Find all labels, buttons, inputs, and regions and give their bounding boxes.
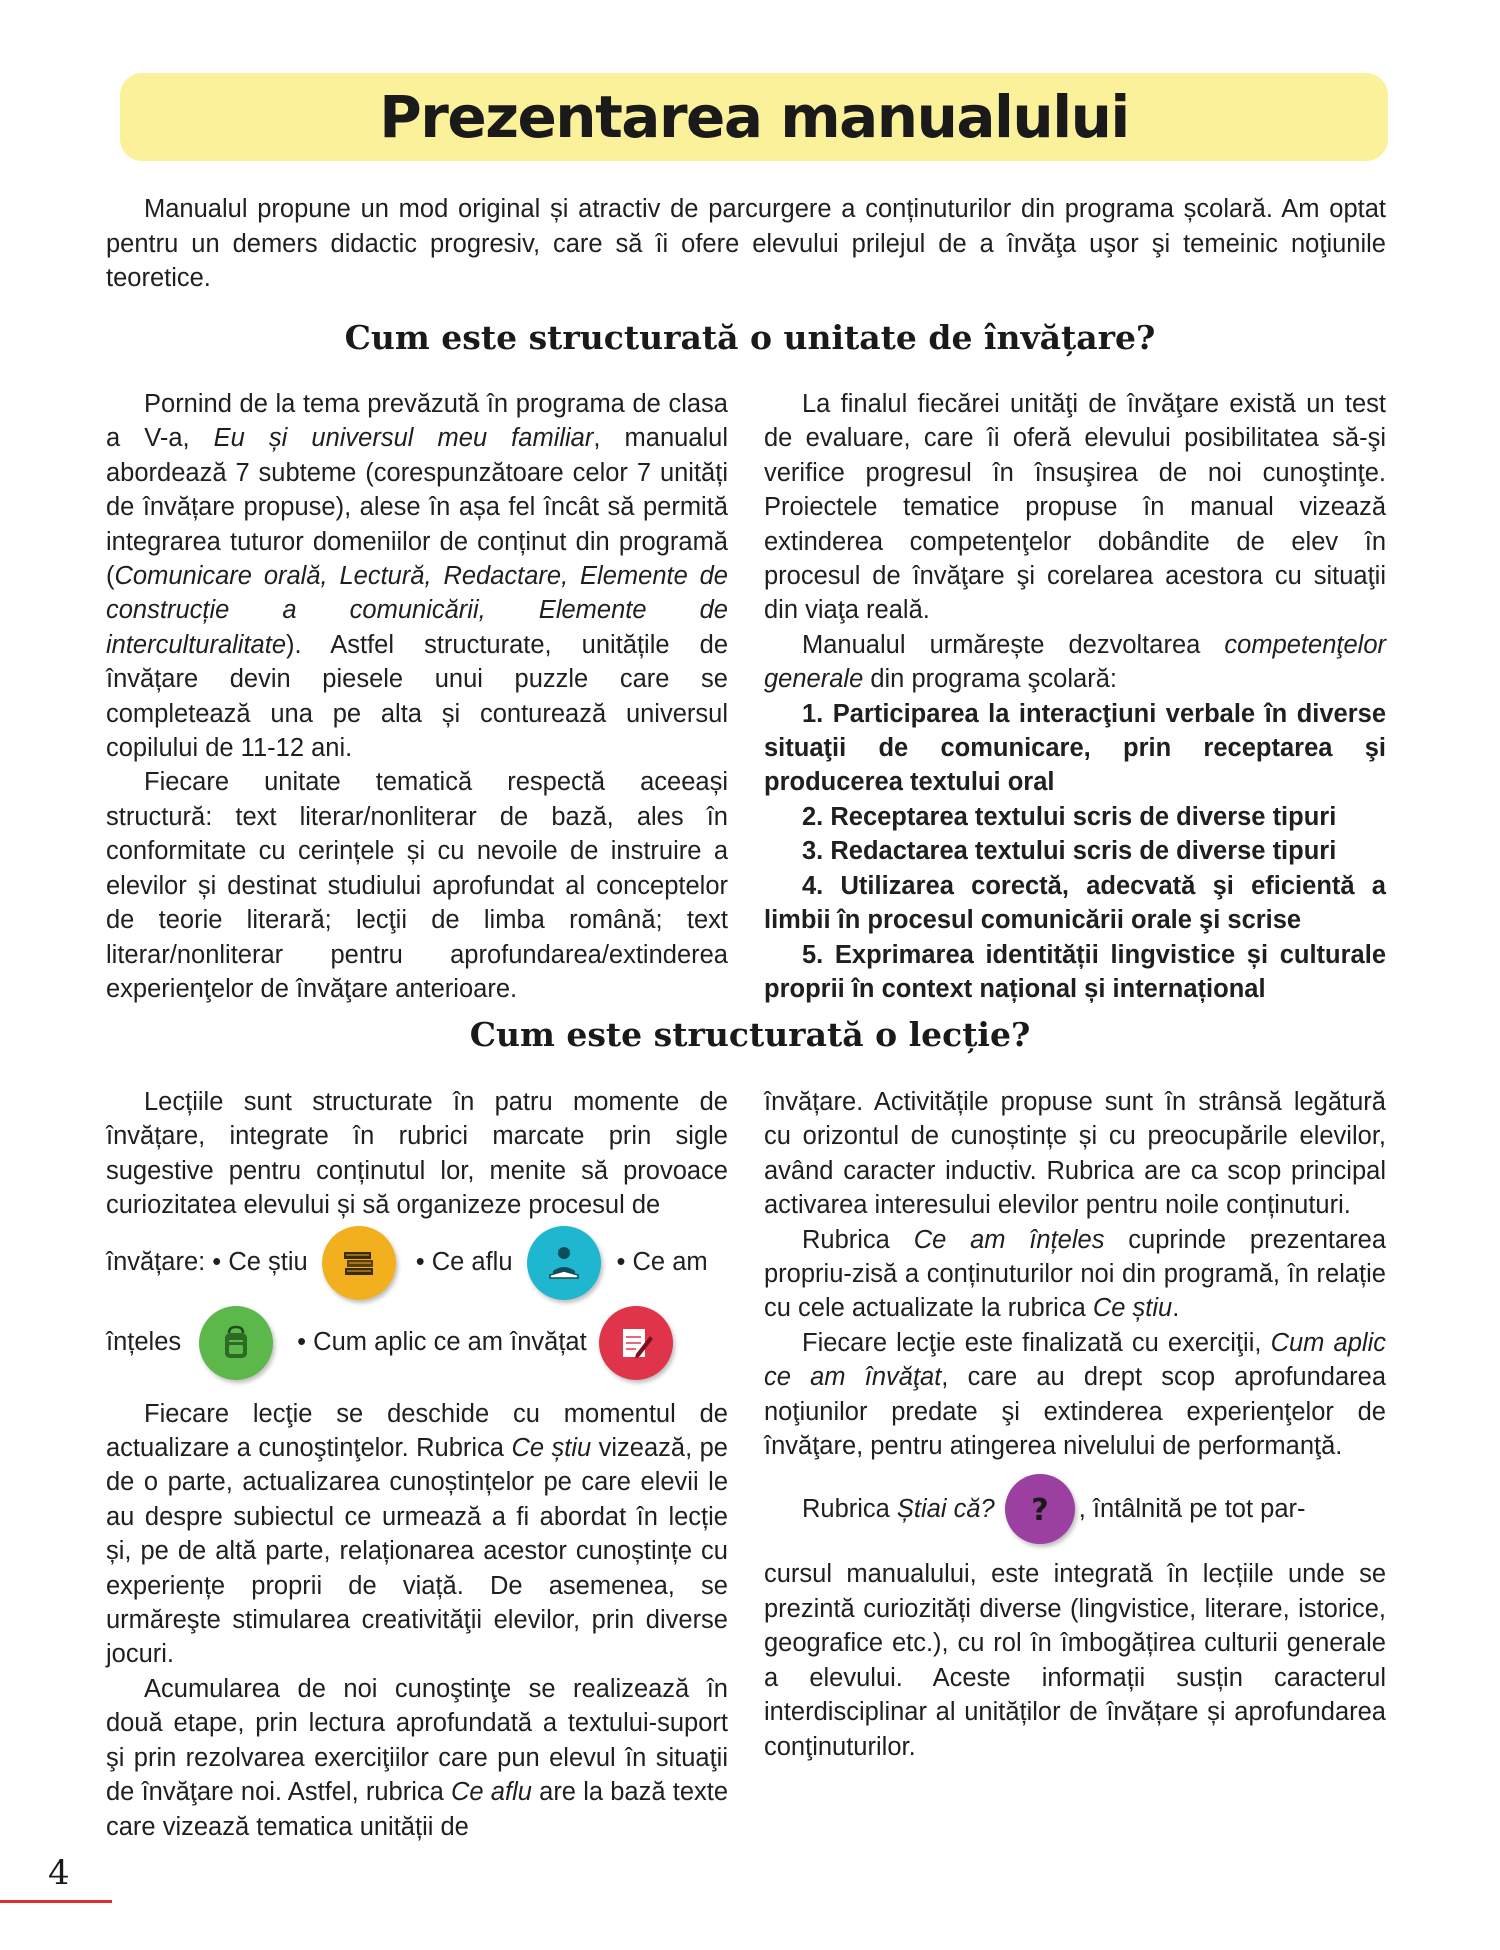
paragraph [764,1223,1386,1326]
text: Pornind de la tema prevăzută în programa de clasa a V-a, [106,390,728,453]
unit-right-column [764,387,1386,1006]
text: Rubrica [802,1225,914,1254]
text: Manualul urmărește dezvoltarea [802,630,1225,659]
paragraph [106,1397,728,1672]
question-icon [1005,1474,1075,1544]
paragraph [764,628,1386,697]
italic-text: Ce aflu [451,1778,532,1807]
text: Fiecare lecţie se deschide cu momentul de actualizare a cunoştinţelor. Rubrica [106,1399,728,1463]
label-cum-aplic: • Cum aplic ce am învățat [297,1328,587,1357]
lesson-left-column [106,1085,728,1844]
pencil-paper-icon [599,1306,673,1380]
intro-text [106,192,1386,296]
backpack-icon [199,1306,273,1380]
text: . [1172,1294,1180,1323]
icon-row-1 [106,1223,728,1303]
competence-text: 1. Participarea la interacţiuni verbale în diverse situaţii de comunicare, prin receptarea şi producerea textului oral [764,699,1386,797]
text: , manualul abordează 7 subteme (corespunzătoare celor 7 unități de învățare propuse), alese în așa fel încât să permită integrarea tuturor domeniilor de conținut din programă ( [106,424,729,591]
competence-item [764,938,1386,1007]
page-title: Prezentarea manualului [379,83,1129,151]
paragraph: Lecțiile sunt structurate în patru momente de învățare, integrate în rubrici marcate prin sigle sugestive pentru conținutul lor, menite să provoace curiozitatea elevului și să organizeze procesul de [106,1088,728,1220]
paragraph: La finalul fiecărei unităţi de învăţare există un test de evaluare, care îi oferă elevului posibilitatea să-şi verifice progresul în însuşirea de noi cunoştinţe. Proiectele tematice propuse în manual vizează extinderea competenţelor dobândite de elev în procesul de învăţare şi corelarea acestora cu situaţii din viaţa reală. [764,390,1386,625]
section-heading-lesson: Cum este structurată o lecție? [469,1015,1031,1054]
text: din programa şcolară: [863,665,1117,694]
paragraph [106,1672,728,1844]
text: Rubrica [802,1495,890,1524]
competence-text: 2. Receptarea textului scris de diverse tipuri [802,802,1337,831]
text: Acumularea de noi cunoştinţe se realizează în două etape, prin lectura aprofundată a textului-suport şi prin rezolvarea exerciţiilor care pun elevul în situaţii de învăţare noi. Astfel, rubrica [106,1674,728,1807]
reader-icon [527,1226,601,1300]
paragraph: Fiecare unitate tematică respectă aceeași structură: text literar/nonliterar de bază, ales în conformitate cu cerințele și cu nevoile de instruire a elevilor și destinat studiului aprofundat al conceptelor de teorie literară; lecţii de limba română; text literar/nonliterar pentru aprofundarea/extinderea experienţelor de învăţare anterioare. [106,768,728,1003]
paragraph [764,1326,1386,1464]
text: vizează, pe de o parte, actualizarea cunoștințelor pe care elevii le au despre subiectul ce urmează a fi abordat în lecție și, pe de altă parte, relaționarea acestor cunoștințe cu experiențe proprii de viață. De asemenea, se urmăreşte stimularea creativităţii elevilor, prin diverse jocuri. [106,1434,728,1669]
text: Fiecare lecţie este finalizată cu exerciţii, [802,1328,1271,1357]
stiai-ca-line [764,1469,1386,1549]
italic-text: Ce știu [511,1434,592,1463]
competence-text: 5. Exprimarea identității lingvistice și culturale proprii în context național și internațional [764,940,1386,1003]
italic-text: Ce știu [1092,1294,1173,1323]
label-ce-stiu: învățare: • Ce știu [106,1248,308,1277]
italic-text: Cum aplic ce am învăţat [764,1328,1386,1392]
paragraph: cursul manualului, este integrată în lecțiile unde se prezintă curiozități diverse (lingvistice, literare, istorice, geografice etc.), cu rol în îmbogățirea culturii generale a elevului. Aceste informații susțin caracterul interdisciplinar al unităților de învățare și aprofundarea conţinuturilor. [764,1560,1386,1761]
competence-item [764,800,1386,834]
label-ce-aflu: • Ce aflu [415,1248,513,1277]
text: ). Astfel structurate, unitățile de învățare devin piesele unui puzzle care se completează una pe alta și conturează universul copilului de 11-12 ani. [106,630,728,763]
competence-text: 3. Redactarea textului scris de diverse tipuri [802,837,1337,866]
paragraph [106,387,728,765]
books-icon [322,1226,396,1300]
competence-item [764,834,1386,868]
italic-text: Comunicare orală, Lectură, Redactare, Elemente de construcție a comunicării, Elemente de interculturalitate [106,562,728,659]
text: , care au drept scop aprofundarea noţiunilor predate şi extinderea experienţelor de învăţare, pentru atingerea nivelului de performanţă. [764,1363,1387,1461]
paragraph: învățare. Activitățile propuse sunt în strânsă legătură cu orizontul de cunoștințe și cu preocupările elevilor, având caracter inductiv. Rubrica are ca scop principal activarea interesului elevilor pentru noile conținuturi. [764,1088,1386,1220]
text: are la bază texte care vizează tematica unității de [106,1778,729,1841]
lesson-right-column [764,1085,1386,1764]
svg-text:?: ? [1030,1493,1049,1529]
page-number: 4 [48,1853,70,1893]
italic-text: Știai că? [896,1495,995,1524]
text: , întâlnită pe tot par- [1078,1495,1306,1524]
intro-paragraph: Manualul propune un mod original și atractiv de parcurgere a conținuturilor din programa școlară. Am optat pentru un demers didactic progresiv, care să îi ofere elevului prilejul de a învăţa uşor şi temeinic noţiunile teoretice. [106,195,1386,292]
competence-text: 4. Utilizarea corectă, adecvată şi eficientă a limbii în procesul comunicării orale şi scrise [764,871,1386,935]
italic-text: Eu și universul meu familiar [213,424,594,453]
section-heading-unit: Cum este structurată o unitate de învățare? [344,318,1156,357]
italic-text: Ce am înțeles [913,1225,1105,1254]
icon-row-2 [106,1303,728,1383]
page-number-rule [0,1900,112,1903]
competence-item [764,697,1386,800]
label-ce-am: • Ce am [616,1248,708,1277]
label-inteles: înțeles [106,1328,182,1357]
competence-item [764,869,1386,938]
italic-text: competenţelor generale [764,630,1386,694]
unit-left-column [106,387,728,1006]
title-banner [120,73,1388,161]
text: cuprinde prezentarea propriu-zisă a conținuturilor noi din programă, în relație cu cele actualizate la rubrica [764,1225,1387,1323]
